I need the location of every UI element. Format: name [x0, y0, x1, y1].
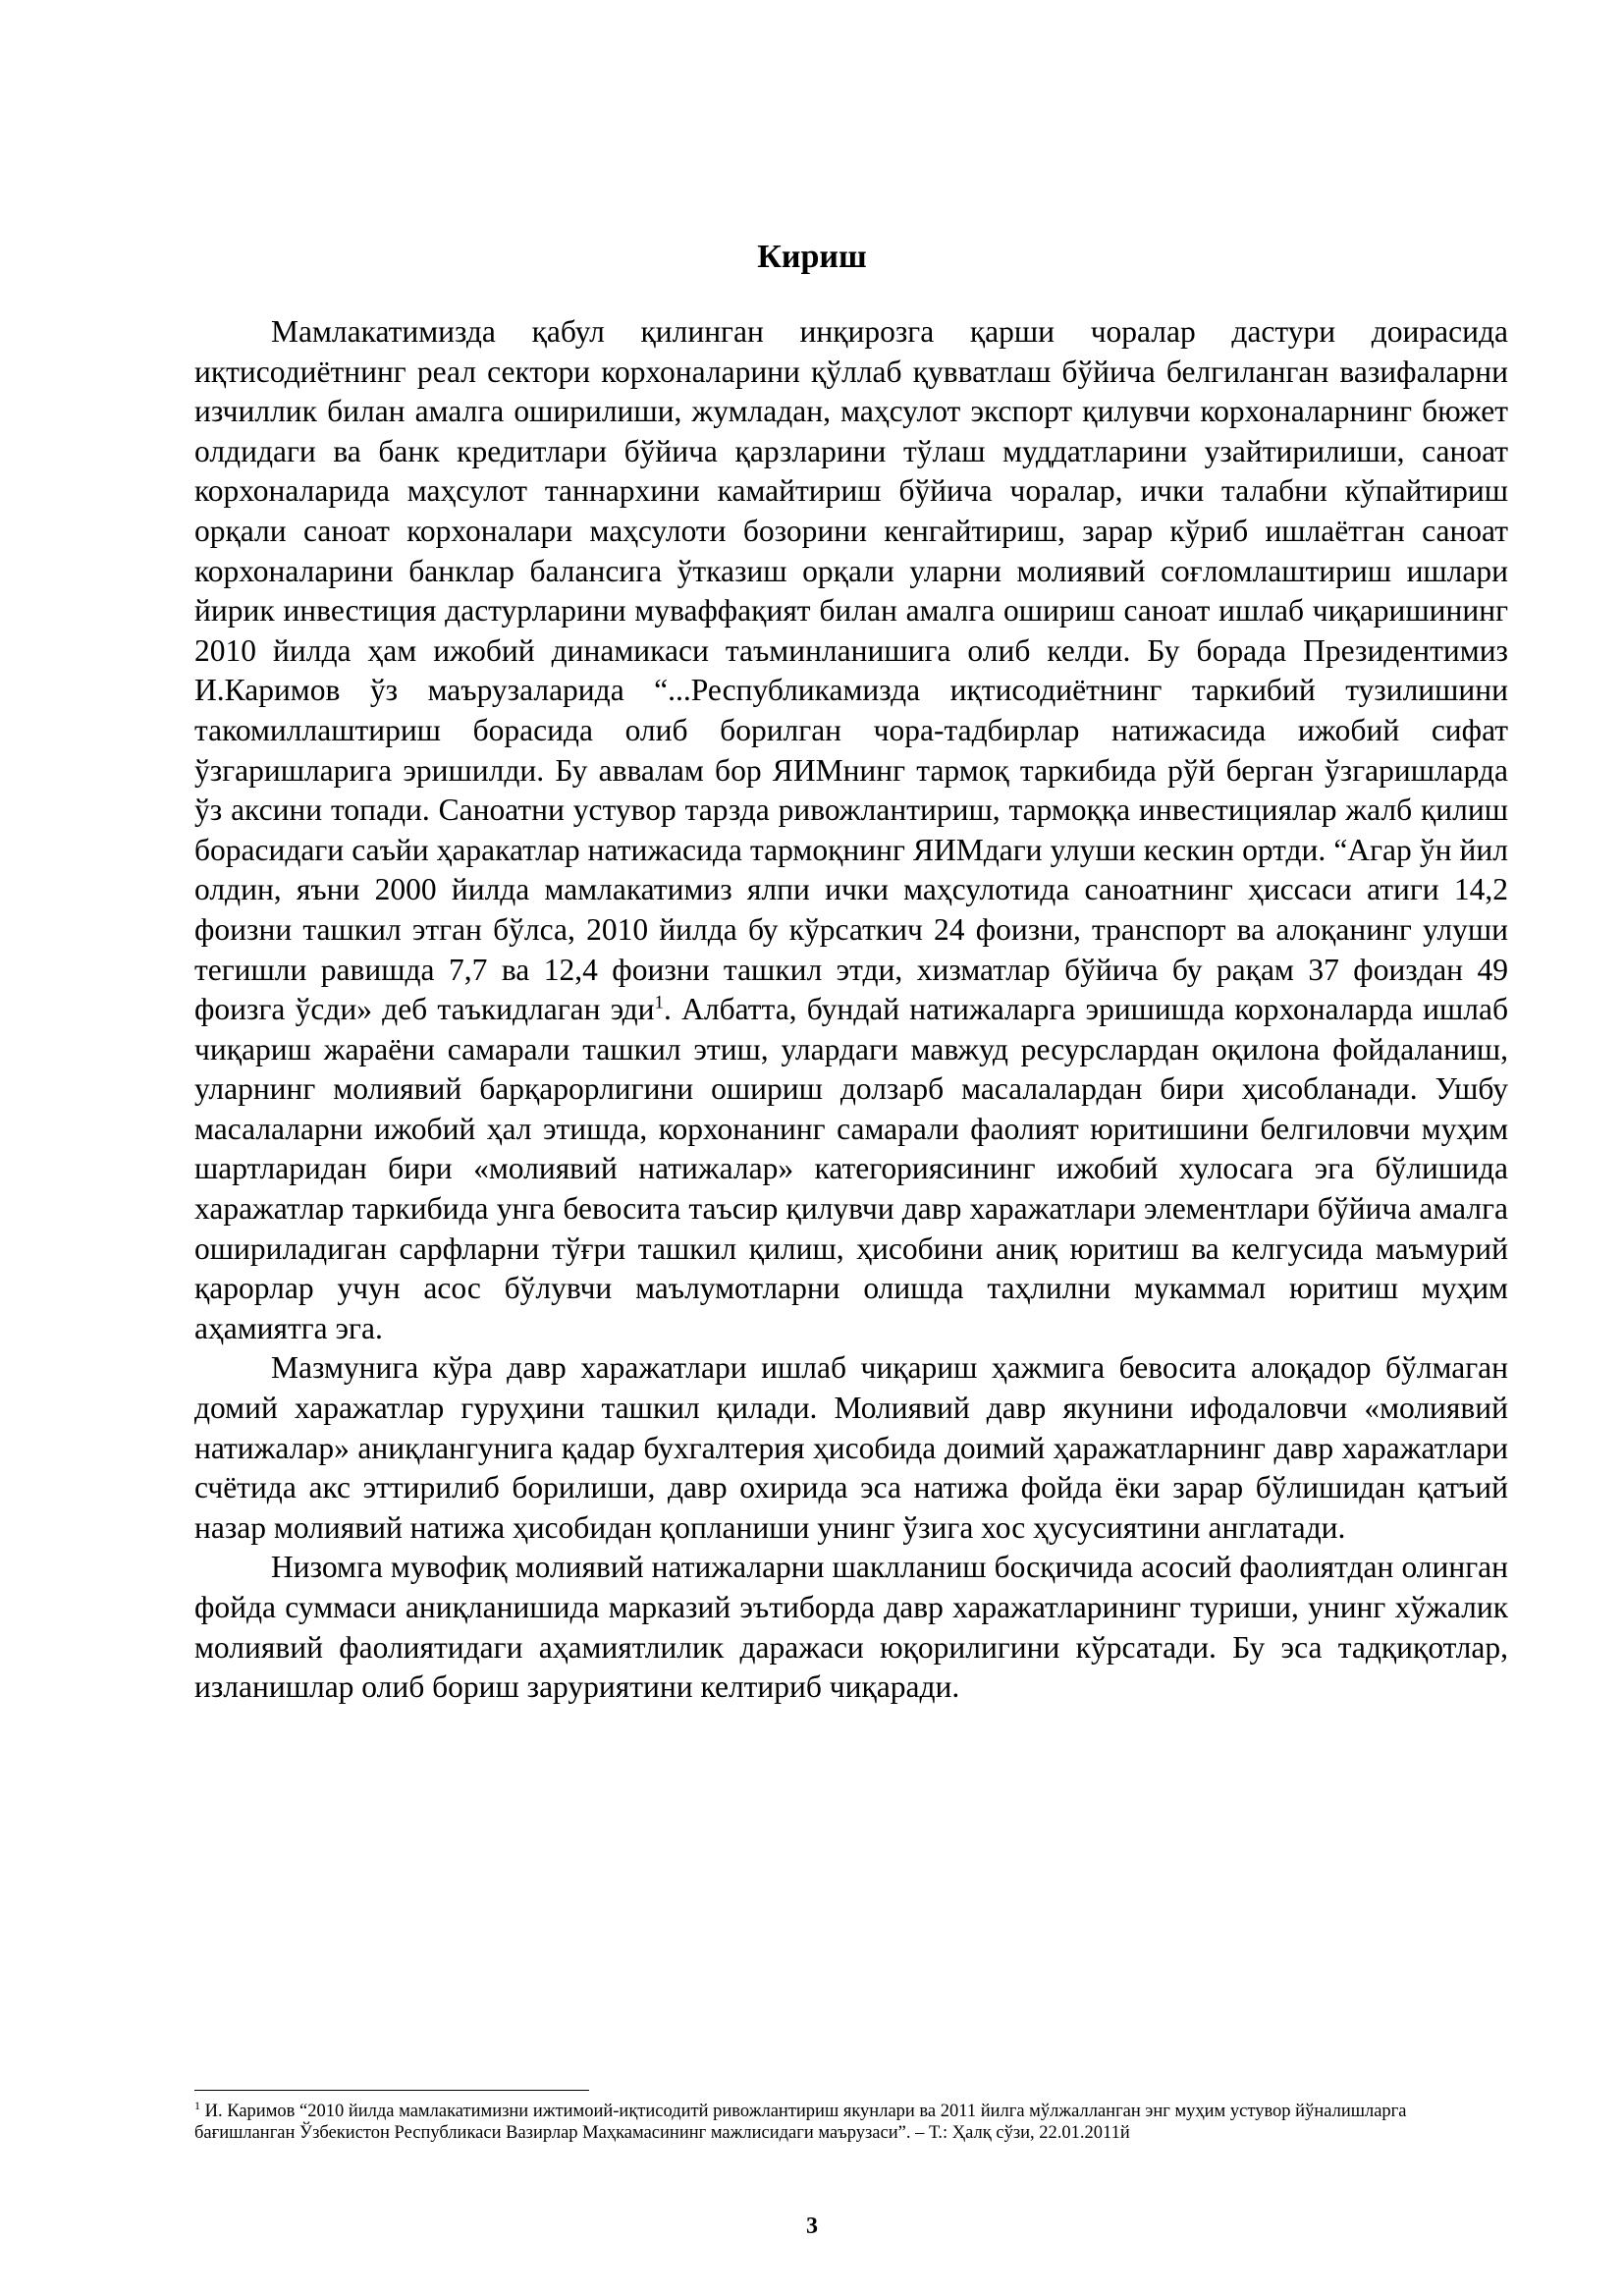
paragraph-3: Низомга мувофиқ молиявий натижаларни шаклланиш босқичида асосий фаолиятдан олинган фойда суммаси аниқланишида марказий эътиборда давр харажатларининг туриши, унинг хўжалик молиявий фаолиятидаги аҳамиятлилик даражаси юқорилигини кўрсатади. Бу эса тадқиқотлар, изланишлар олиб бориш заруриятини келтириб чиқаради.: [194, 1550, 1508, 1705]
body-text: [194, 312, 1508, 1708]
footnote-reference-1[interactable]: 1: [654, 992, 665, 1013]
paragraph-1-text-after-ref: . Албатта, бундай натижаларга эришишда корхоналарда ишлаб чиқариш жараёни самарали ташкил этиш, улардаги мавжуд ресурслардан оқилона фойдаланиш, уларнинг молиявий барқарорлигини ошириш долзарб масалалардан бири ҳисобланади. Ушбу масалаларни ижобий ҳал этишда, корхонанинг самарали фаолият юритишини белгиловчи муҳим шартларидан бири «молиявий натижалар» категориясининг ижобий хулосага эга бўлишида харажатлар таркибида унга бевосита таъсир қилувчи давр харажатлари элементлари бўйича амалга ошириладиган сарфларни тўғри ташкил қилиш, ҳисобини аниқ юритиш ва келгусида маъмурий қарорлар учун асос бўлувчи маълумотларни олишда таҳлилни мукаммал юритиш муҳим аҳамиятга эга.: [194, 992, 1509, 1345]
paragraph-1-text-before-ref: Мамлакатимизда қабул қилинган инқирозга қарши чоралар дастури доирасида иқтисодиётнинг реал сектори корхоналарини қўллаб қувватлаш бўйича белгиланган вазифаларни изчиллик билан амалга оширилиши, жумладан, маҳсулот экспорт қилувчи корхоналарнинг бюжет олдидаги ва банк кредитлари бўйича қарзларини тўлаш муддатларини узайтирилиши, саноат корхоналарида маҳсулот таннархини камайтириш бўйича чоралар, ички талабни кўпайтириш орқали саноат корхоналари маҳсулоти бозорини кенгайтириш, зарар кўриб ишлаётган саноат корхоналарини банклар балансига ўтказиш орқали уларни молиявий соғломлаштириш ишлари йирик инвестиция дастурларини муваффақият билан амалга ошириш саноат ишлаб чиқаришининг 2010 йилда ҳам ижобий динамикаси таъминланишига олиб келди. Бу борада Президентимиз И.Каримов ўз маърузаларида “...Республикамизда иқтисодиётнинг таркибий тузилишини такомиллаштириш борасида олиб борилган чора-тадбирлар натижасида ижобий сифат ўзгаришларига эришилди. Бу аввалам бор ЯИМнинг тармоқ таркибида рўй берган ўзгаришларда ўз аксини топади. Саноатни устувор тарзда ривожлантириш, тармоққа инвестициялар жалб қилиш борасидаги саъйи ҳаракатлар натижасида тармоқнинг ЯИМдаги улуши кескин ортди. “Агар ўн йил олдин, яъни 2000 йилда мамлакатимиз ялпи ички маҳсулотида саноатнинг ҳиссаси атиги 14,2 фоизни ташкил этган бўлса, 2010 йилда бу кўрсаткич 24 фоизни, транспорт ва алоқанинг улуши тегишли равишда 7,7 ва 12,4 фоизни ташкил этди, хизматлар бўйича бу рақам 37 фоиздан 49 фоизга ўсди» деб таъкидлаган эди: [194, 314, 1508, 1027]
paragraph-2: Мазмунига кўра давр харажатлари ишлаб чиқариш ҳажмига бевосита алоқадор бўлмаган домий харажатлар гуруҳини ташкил қилади. Молиявий давр якунини ифодаловчи «молиявий натижалар» аниқлангунига қадар бухгалтерия ҳисобида доимий ҳаражатларнинг давр харажатлари счётида акс эттирилиб борилиши, давр охирида эса натижа фойда ёки зарар бўлишидан қатъий назар молиявий натижа ҳисобидан қопланиши унинг ўзига хос ҳусусиятини англатади.: [194, 1350, 1508, 1545]
paragraph-1: [194, 312, 1508, 1348]
footnote-marker: 1: [194, 2098, 200, 2112]
footnote-1: [194, 2098, 1508, 2144]
page-number: 3: [806, 2214, 818, 2239]
section-heading: Кириш: [757, 239, 867, 275]
footnote-text: И. Каримов “2010 йилда мамлакатимизни ижтимоий-иқтисодитй ривожлантириш якунлари ва 2011 йилга мўлжалланган энг муҳим устувор йўналишларга бағишланган Ўзбекистон Республикаси Вазирлар Маҳкамасининг мажлисидаги маърузаси”. – Т.: Ҳалқ сўзи, 22.01.2011й: [194, 2102, 1407, 2143]
footnote-separator: [194, 2090, 589, 2091]
